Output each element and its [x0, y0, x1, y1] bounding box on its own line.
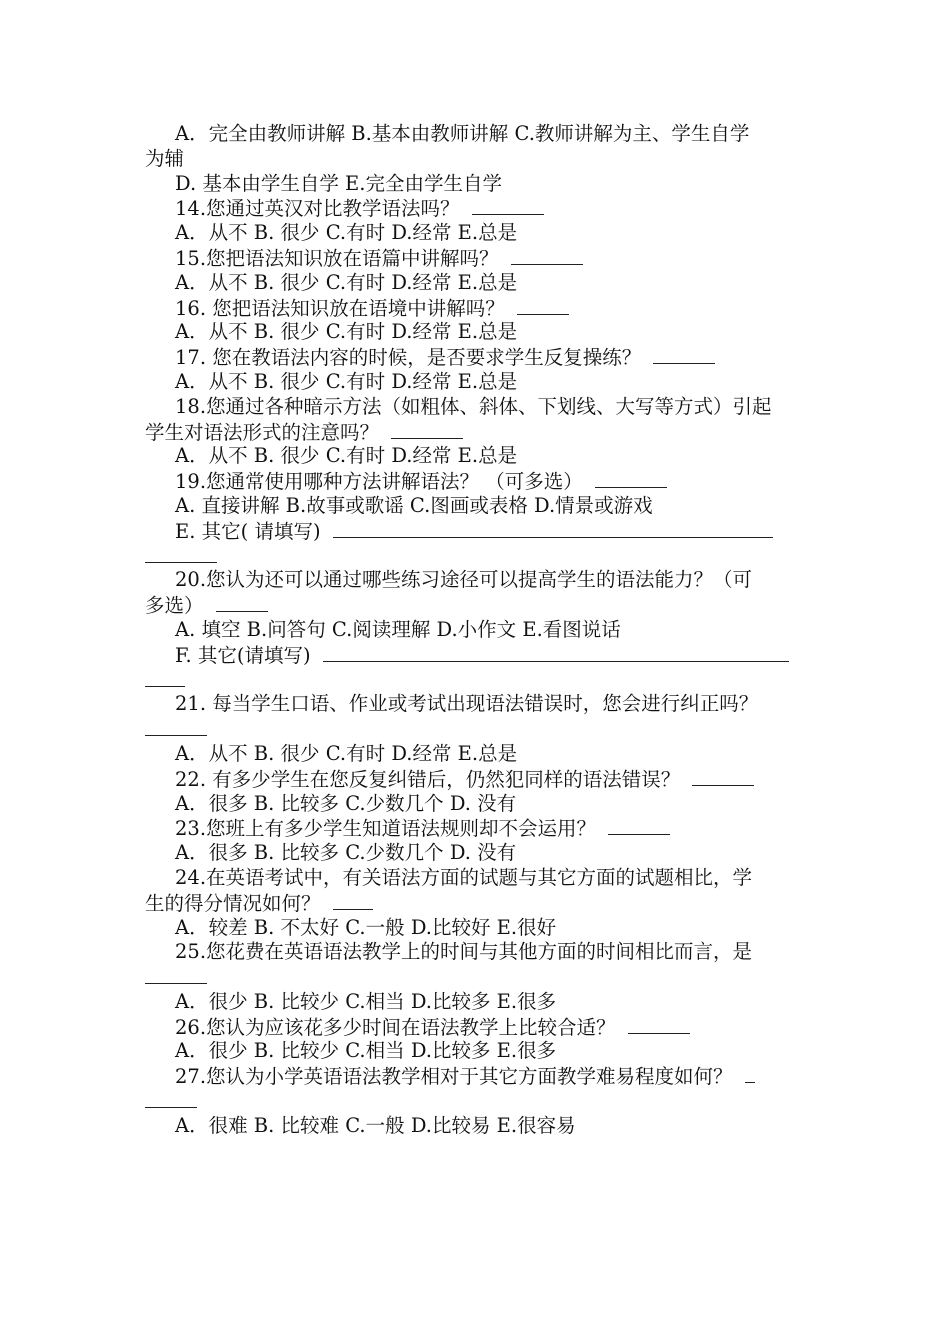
text-line: [145, 395, 813, 420]
answer-blank[interactable]: [145, 544, 217, 563]
text-line: [145, 916, 813, 941]
line-text: 多选）: [145, 594, 204, 618]
answer-blank[interactable]: [745, 1064, 755, 1083]
answer-blank[interactable]: [323, 643, 789, 662]
text-line: [145, 692, 813, 717]
line-text: 24.在英语考试中，有关语法方面的试题与其它方面的试题相比，学: [175, 865, 753, 889]
answer-blank[interactable]: [692, 767, 754, 786]
text-line: [145, 891, 813, 916]
text-line: [145, 519, 813, 544]
text-line: [145, 593, 813, 618]
answer-blank[interactable]: [472, 196, 544, 215]
text-line: [145, 494, 813, 519]
line-text: A．很难 B. 比较难 C.一般 D.比较易 E.很容易: [175, 1113, 576, 1137]
text-line: [145, 345, 813, 370]
line-text: 22. 有多少学生在您反复纠错后，仍然犯同样的语法错误？: [175, 767, 681, 791]
line-text: 16. 您把语法知识放在语境中讲解吗？: [175, 296, 505, 320]
text-line: [145, 370, 813, 395]
line-text: A．从不 B. 很少 C.有时 D.经常 E.总是: [175, 369, 518, 393]
text-line: [145, 122, 813, 147]
line-text: D. 基本由学生自学 E.完全由学生自学: [175, 171, 502, 195]
answer-blank[interactable]: [216, 593, 268, 612]
text-line: [145, 568, 813, 593]
line-text: A. 填空 B.问答句 C.阅读理解 D.小作文 E.看图说话: [175, 617, 621, 641]
line-text: 20.您认为还可以通过哪些练习途径可以提高学生的语法能力？（可: [175, 568, 753, 592]
text-line: [145, 965, 813, 990]
line-text: A．从不 B. 很少 C.有时 D.经常 E.总是: [175, 444, 518, 468]
line-text: A．很少 B. 比较少 C.相当 D.比较多 E.很多: [175, 989, 557, 1013]
text-line: [145, 792, 813, 817]
text-line: [145, 221, 813, 246]
text-line: [145, 1015, 813, 1040]
answer-blank[interactable]: [145, 965, 207, 984]
line-text: 15.您把语法知识放在语篇中讲解吗？: [175, 246, 499, 270]
text-line: [145, 444, 813, 469]
text-line: [145, 767, 813, 792]
text-line: [145, 320, 813, 345]
text-line: [145, 643, 813, 668]
text-line: [145, 196, 813, 221]
text-line: [145, 940, 813, 965]
answer-blank[interactable]: [595, 469, 667, 488]
line-text: A．完全由教师讲解 B.基本由教师讲解 C.教师讲解为主、学生自学: [175, 122, 750, 145]
text-line: [145, 469, 813, 494]
answer-blank[interactable]: [391, 420, 463, 439]
text-line: [145, 668, 813, 693]
questionnaire-page: [145, 122, 813, 1139]
text-line: [145, 816, 813, 841]
text-line: [145, 296, 813, 321]
line-text: 19.您通常使用哪种方法讲解语法？ （可多选）: [175, 470, 583, 494]
line-text: 26.您认为应该花多少时间在语法教学上比较合适？: [175, 1015, 616, 1039]
line-text: A．很多 B. 比较多 C.少数几个 D. 没有: [175, 841, 517, 865]
text-line: [145, 1114, 813, 1139]
text-line: [145, 172, 813, 197]
answer-blank[interactable]: [145, 668, 185, 687]
text-line: [145, 420, 813, 445]
line-text: A．从不 B. 很少 C.有时 D.经常 E.总是: [175, 270, 518, 294]
line-text: A．从不 B. 很少 C.有时 D.经常 E.总是: [175, 741, 518, 765]
line-text: E. 其它( 请填写): [175, 519, 321, 543]
answer-blank[interactable]: [517, 296, 569, 315]
line-text: 27.您认为小学英语语法教学相对于其它方面教学难易程度如何？: [175, 1065, 733, 1089]
text-line: [145, 742, 813, 767]
line-text: 23.您班上有多少学生知道语法规则却不会运用？: [175, 817, 597, 841]
line-text: A. 直接讲解 B.故事或歌谣 C.图画或表格 D.情景或游戏: [175, 493, 653, 517]
line-text: 18.您通过各种暗示方法（如粗体、斜体、下划线、大写等方式）引起: [175, 394, 772, 418]
line-text: A．很少 B. 比较少 C.相当 D.比较多 E.很多: [175, 1039, 557, 1063]
answer-blank[interactable]: [145, 1089, 197, 1108]
answer-blank[interactable]: [628, 1015, 690, 1034]
line-text: 为辅: [145, 146, 185, 170]
line-text: 学生对语法形式的注意吗？: [145, 420, 380, 444]
text-line: [145, 990, 813, 1015]
answer-blank[interactable]: [333, 519, 773, 538]
answer-blank[interactable]: [653, 345, 715, 364]
text-line: [145, 271, 813, 296]
text-line: [145, 866, 813, 891]
line-text: 17. 您在教语法内容的时候，是否要求学生反复操练？: [175, 346, 642, 370]
text-line: [145, 1064, 813, 1089]
line-text: 生的得分情况如何？: [145, 891, 321, 915]
line-text: 21. 每当学生口语、作业或考试出现语法错误时，您会进行纠正吗？: [175, 692, 759, 716]
line-text: A．较差 B. 不太好 C.一般 D.比较好 E.很好: [175, 915, 557, 939]
text-line: [145, 618, 813, 643]
text-line: [145, 147, 813, 172]
line-text: F. 其它(请填写): [175, 643, 311, 667]
answer-blank[interactable]: [333, 891, 373, 910]
answer-blank[interactable]: [511, 246, 583, 265]
line-text: A．很多 B. 比较多 C.少数几个 D. 没有: [175, 791, 517, 815]
text-line: [145, 544, 813, 569]
text-line: [145, 246, 813, 271]
line-text: 14.您通过英汉对比教学语法吗？: [175, 197, 460, 221]
answer-blank[interactable]: [145, 717, 207, 736]
line-text: A．从不 B. 很少 C.有时 D.经常 E.总是: [175, 221, 518, 245]
text-line: [145, 1039, 813, 1064]
line-text: A．从不 B. 很少 C.有时 D.经常 E.总是: [175, 320, 518, 344]
text-line: [145, 1089, 813, 1114]
line-text: 25.您花费在英语语法教学上的时间与其他方面的时间相比而言，是: [175, 940, 753, 964]
answer-blank[interactable]: [608, 816, 670, 835]
text-line: [145, 717, 813, 742]
text-line: [145, 841, 813, 866]
